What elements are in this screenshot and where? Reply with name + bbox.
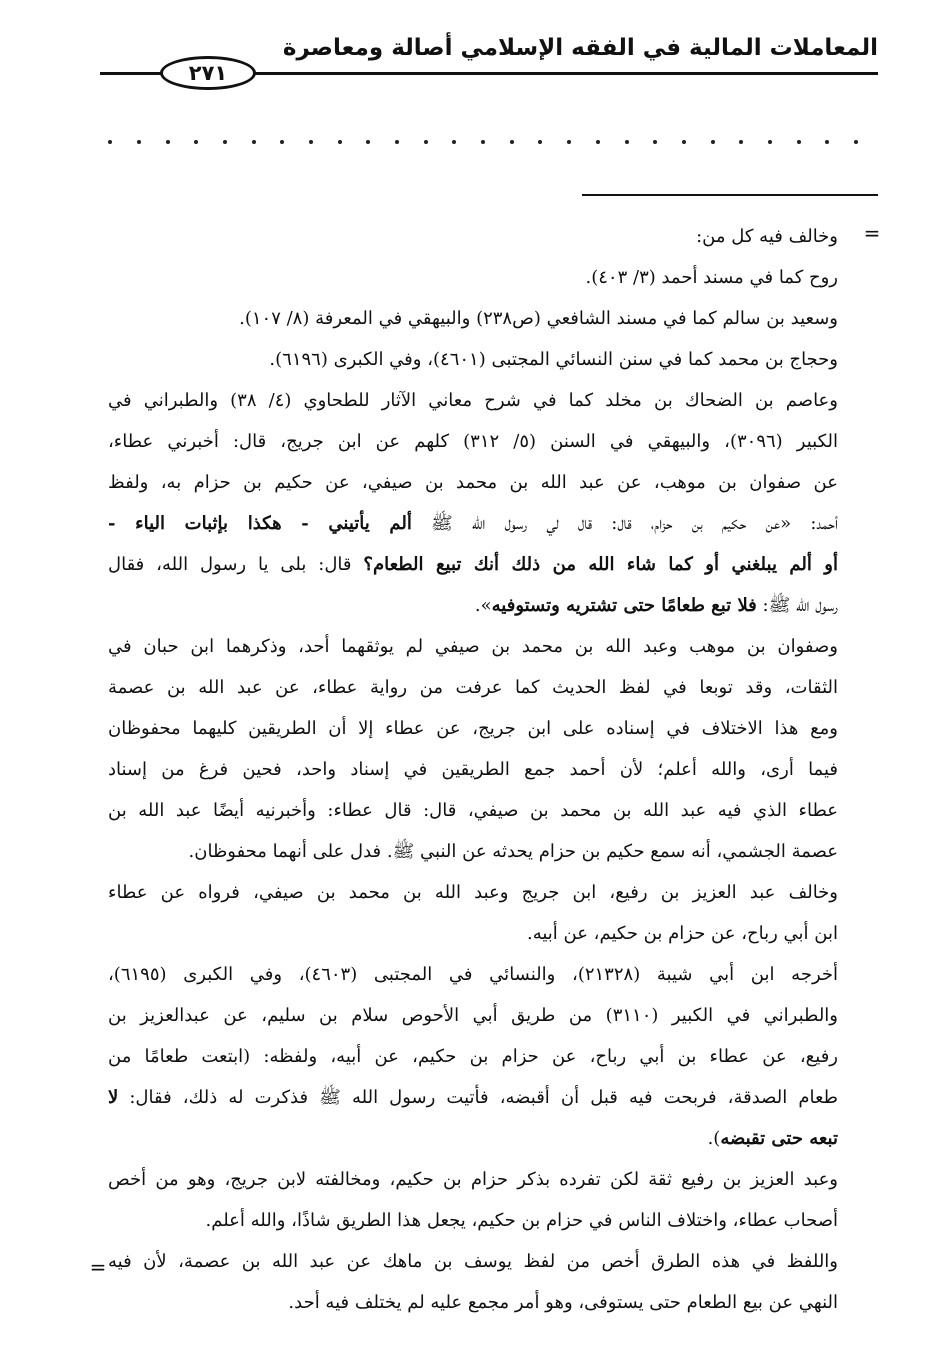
separator-dot [538, 140, 542, 144]
separator-dot [739, 140, 743, 144]
separator-dot [223, 140, 227, 144]
text-line: عصمة الجشمي، أنه سمع حكيم بن حزام يحدثه عن النبي ﷺ. فدل على أنهما محفوظان. [188, 841, 838, 862]
text-line: عن صفوان بن موهب، عن عبد الله بن محمد بن صيفي، عن حكيم بن حزام به، ولفظ [108, 472, 838, 493]
running-title: المعاملات المالية في الفقه الإسلامي أصالة ومعاصرة [282, 35, 878, 61]
separator-dot [825, 140, 829, 144]
text-line: رفيع، عن عطاء بن أبي رباح، عن حزام بن حكيم، عن أبيه، ولفظه: (ابتعت طعامًا من [108, 1046, 838, 1067]
separator-dot [768, 140, 772, 144]
separator-dot [682, 140, 686, 144]
text-line: واللفظ في هذه الطرق أخص من لفظ يوسف بن ماهك عن عبد الله بن عصمة، لأن فيه [108, 1251, 838, 1272]
separator-dot [137, 140, 141, 144]
text-line: طعام الصدقة، فربحت فيه قبل أن أقبضه، فأتيت رسول الله ﷺ فذكرت له ذلك، فقال: لا [108, 1087, 838, 1108]
text-line: أخرجه ابن أبي شيبة (٢١٣٢٨)، والنسائي في المجتبى (٤٦٠٣)، وفي الكبرى (٦١٩٥)، [108, 964, 838, 985]
text-line: أحمد: «عن حكيم بن حزام، قال: قال لي رسول الله ﷺ ألم يأتيني - هكذا بإثبات الياء - [108, 513, 838, 534]
text-line: الثقات، وقد توبعا في لفظ الحديث كما عرفت من رواية عطاء، عن عبد الله بن عصمة [108, 677, 838, 698]
separator-dot [309, 140, 313, 144]
separator-dot [452, 140, 456, 144]
separator-dot [338, 140, 342, 144]
dotted-separator [108, 130, 858, 154]
text-line: وعبد العزيز بن رفيع ثقة لكن تفرده بذكر حزام بن حكيم، ومخالفته لابن جريج، وهو من أخص [108, 1169, 838, 1190]
text-line: فيما أرى، والله أعلم؛ لأن أحمد جمع الطريقين في إسناد واحد، فحين فرغ من إسناد [108, 759, 838, 780]
text-line: ابن أبي رباح، عن حزام بن حكيم، عن أبيه. [526, 923, 838, 944]
separator-dot [797, 140, 801, 144]
separator-dot [510, 140, 514, 144]
footnote-text [108, 216, 838, 1323]
separator-dot [252, 140, 256, 144]
separator-dot [711, 140, 715, 144]
separator-dot [424, 140, 428, 144]
text-line: وعاصم بن الضحاك بن مخلد كما في شرح معاني الآثار للطحاوي (٤/ ٣٨) والطبراني في [108, 390, 838, 411]
text-line: أو ألم يبلغني أو كما شاء الله من ذلك أنك تبيع الطعام؟ قال: بلى يا رسول الله، فقال [108, 554, 838, 575]
text-line: وخالف فيه كل من: [696, 226, 838, 247]
separator-dot [481, 140, 485, 144]
separator-dot [108, 140, 112, 144]
continuation-mark-top: = [863, 221, 881, 245]
separator-dot [366, 140, 370, 144]
separator-dot [395, 140, 399, 144]
text-line: وصفوان بن موهب وعبد الله بن محمد بن صيفي لم يوثقهما أحد، وذكرهما ابن حبان في [108, 636, 838, 657]
text-line: وسعيد بن سالم كما في مسند الشافعي (ص٢٣٨) والبيهقي في المعرفة (٨/ ١٠٧). [239, 308, 838, 329]
separator-dot [625, 140, 629, 144]
page-number: ٢٧١ [160, 56, 256, 90]
separator-dot [596, 140, 600, 144]
separator-dot [653, 140, 657, 144]
separator-dot [854, 140, 858, 144]
separator-dot [166, 140, 170, 144]
text-line: الكبير (٣٠٩٦)، والبيهقي في السنن (٥/ ٣١٢) كلهم عن ابن جريج، قال: أخبرني عطاء، [108, 431, 838, 452]
text-line: والطبراني في الكبير (٣١١٠) من طريق أبي الأحوص سلام بن سليم، عن عبدالعزيز بن [108, 1005, 838, 1026]
text-line: تبعه حتى تقبضه). [707, 1128, 838, 1149]
continuation-mark-bottom: = [89, 1255, 107, 1279]
text-line: عطاء الذي فيه عبد الله بن محمد بن صيفي، قال: قال عطاء: وأخبرنيه أيضًا عبد الله بن [108, 800, 838, 821]
separator-dot [567, 140, 571, 144]
footnote-rule [582, 194, 878, 196]
text-line: وخالف عبد العزيز بن رفيع، ابن جريج وعبد الله بن محمد بن صيفي، فرواه عن عطاء [108, 882, 838, 903]
text-line: النهي عن بيع الطعام حتى يستوفى، وهو أمر مجمع عليه لم يختلف فيه أحد. [288, 1292, 838, 1313]
text-line: رسول الله ﷺ: فلا تبع طعامًا حتى تشتريه وتستوفيه». [474, 595, 838, 616]
text-line: روح كما في مسند أحمد (٣/ ٤٠٣). [585, 267, 838, 288]
text-line: ومع هذا الاختلاف في إسناده على ابن جريج، عن عطاء إلا أن الطريقين كليهما محفوظان [108, 718, 838, 739]
text-line: وحجاج بن محمد كما في سنن النسائي المجتبى (٤٦٠١)، وفي الكبرى (٦١٩٦). [269, 349, 838, 370]
text-line: أصحاب عطاء، واختلاف الناس في حزام بن حكيم، يجعل هذا الطريق شاذًا، والله أعلم. [205, 1210, 838, 1231]
separator-dot [194, 140, 198, 144]
separator-dot [280, 140, 284, 144]
